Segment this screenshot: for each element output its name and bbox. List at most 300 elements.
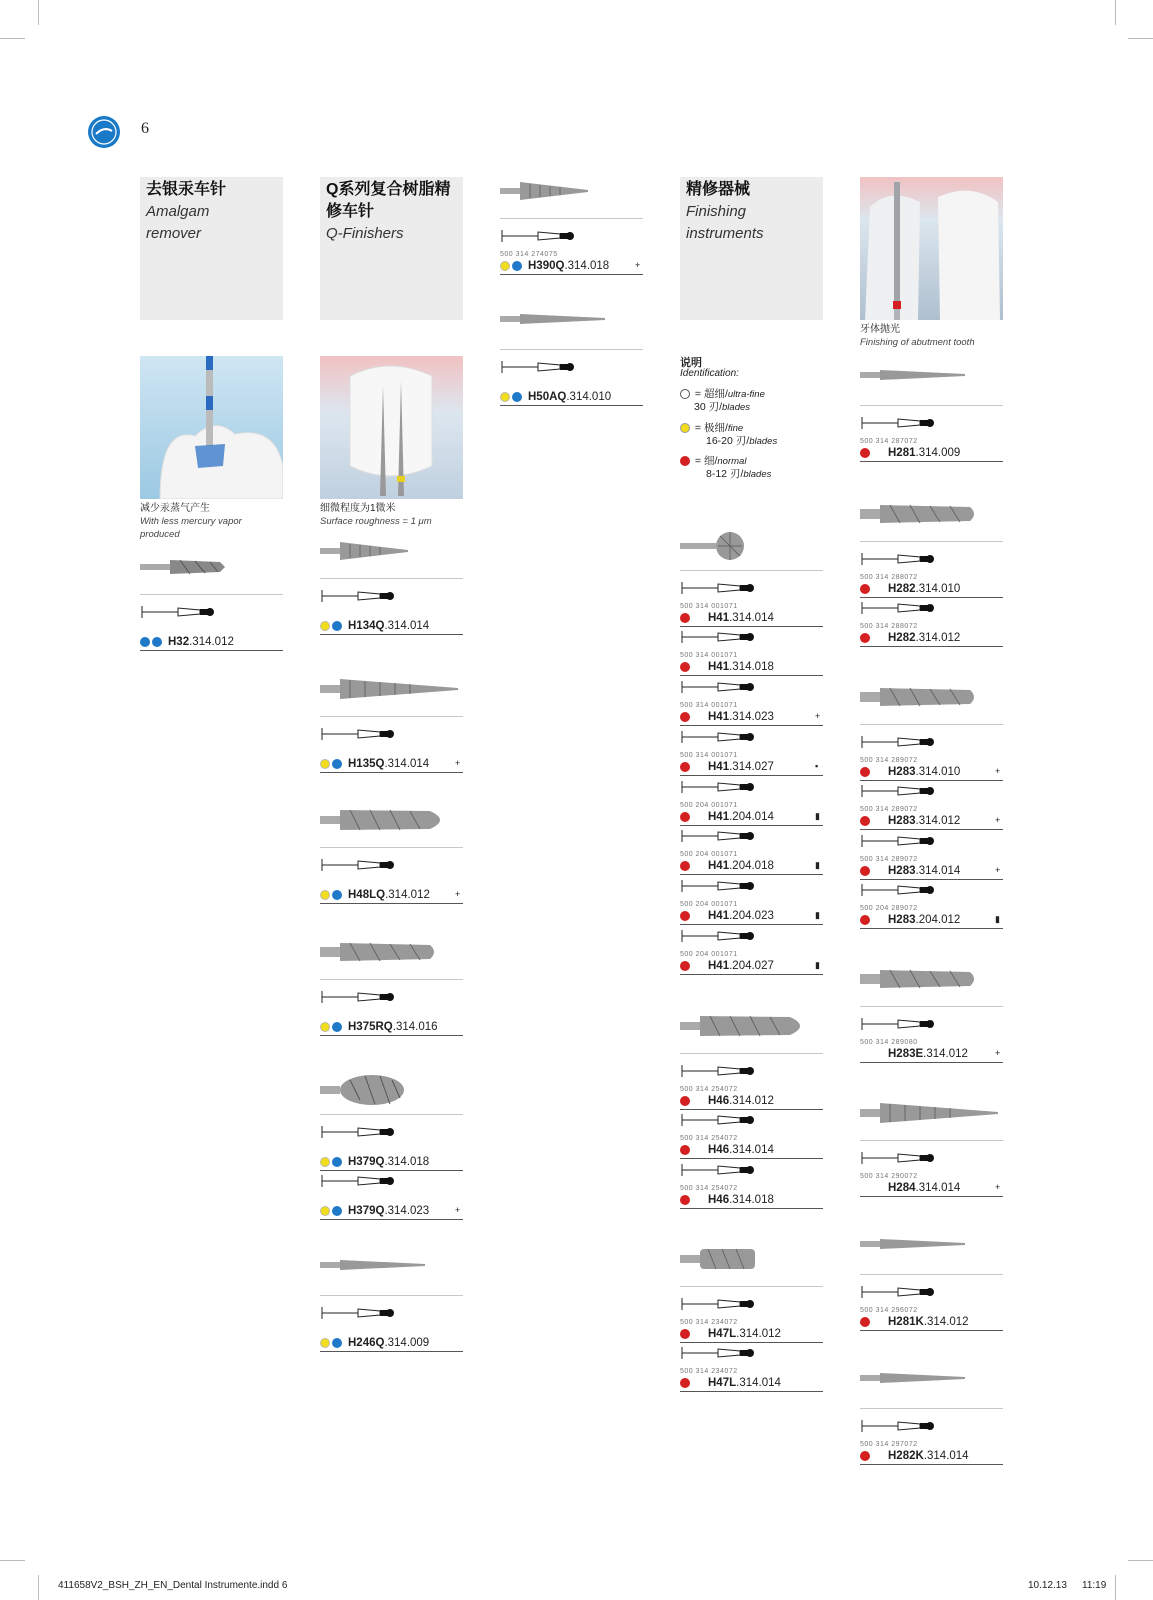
article-number: 500 314 289080	[860, 1039, 918, 1046]
abutment-photo	[860, 177, 1003, 320]
blue-dot-icon	[512, 261, 522, 271]
red-dot-icon	[860, 1451, 870, 1461]
row-divider	[500, 274, 643, 275]
product-size: .314.009	[915, 447, 961, 459]
yellow-dot-icon	[320, 1338, 330, 1348]
white-dot-icon	[680, 389, 690, 399]
row-divider	[680, 675, 823, 676]
product-code: H32	[168, 636, 190, 648]
shank-diagram	[680, 1294, 780, 1314]
yellow-dot-icon	[320, 1206, 330, 1216]
product-code: H390Q	[528, 260, 565, 272]
article-number: 500 314 289072	[860, 856, 918, 863]
shank-diagram	[320, 987, 420, 1007]
red-dot-icon	[680, 961, 690, 971]
caption-zh: 细微程度为1微米	[320, 503, 396, 514]
shank-diagram	[860, 549, 960, 569]
red-dot-icon	[680, 1145, 690, 1155]
product-row	[680, 810, 774, 824]
product-code: H281	[888, 447, 916, 459]
packaging-mark: ▮	[815, 960, 820, 970]
row-divider	[860, 829, 1003, 830]
product-code: H283	[888, 766, 916, 778]
bur-image	[500, 307, 610, 347]
article-number: 500 314 289072	[860, 757, 918, 764]
packaging-mark: +	[995, 766, 1001, 776]
shank-diagram	[680, 1343, 780, 1363]
row-divider	[860, 461, 1003, 462]
divider	[320, 716, 463, 717]
product-size: .314.018	[729, 661, 774, 673]
shank-diagram	[860, 732, 960, 752]
legend-en: fine	[727, 423, 744, 434]
product-row	[320, 1155, 429, 1169]
product-row	[680, 1327, 781, 1341]
product-row	[500, 390, 611, 404]
packaging-mark: +	[455, 1205, 461, 1215]
crop-mark	[38, 0, 39, 25]
product-code: H379Q	[348, 1156, 385, 1168]
amalgam-tooth-photo	[140, 356, 283, 499]
shank-diagram	[860, 1416, 960, 1436]
row-divider	[320, 1351, 463, 1352]
product-code: H282	[888, 583, 916, 595]
legend-zh: 30 刃/	[694, 401, 723, 413]
crop-mark	[1128, 38, 1153, 39]
blue-dot-icon	[332, 1338, 342, 1348]
article-number: 500 314 296072	[860, 1307, 918, 1314]
shank-diagram	[680, 677, 780, 697]
header-q-finishers	[320, 177, 463, 320]
product-size: .204.014	[729, 811, 774, 823]
shank-diagram	[320, 1171, 420, 1191]
blue-dot-icon	[140, 637, 150, 647]
product-size: .314.014	[736, 1377, 781, 1389]
divider	[860, 405, 1003, 406]
packaging-mark: +	[455, 889, 461, 899]
product-size: .314.012	[923, 1316, 969, 1328]
red-dot-icon	[860, 866, 870, 876]
legend-en: blades	[722, 402, 751, 413]
yellow-dot-icon	[320, 759, 330, 769]
page-number: 6	[141, 120, 149, 137]
bur-image	[860, 363, 970, 403]
product-size: .314.012	[923, 1048, 968, 1060]
bur-image	[860, 1232, 970, 1272]
yellow-dot-icon	[320, 1157, 330, 1167]
product-code: H284	[888, 1182, 916, 1194]
header-zh: 去银汞车针	[146, 181, 227, 198]
article-number: 500 204 001071	[680, 951, 738, 958]
divider	[860, 541, 1003, 542]
product-row	[320, 1336, 429, 1350]
header-en: Amalgam	[146, 203, 210, 220]
shank-diagram	[680, 727, 780, 747]
packaging-mark: +	[995, 815, 1001, 825]
packaging-mark: +	[635, 260, 641, 270]
product-row	[320, 757, 429, 771]
caption-qfinish	[320, 502, 470, 528]
product-size: .314.012	[189, 636, 234, 648]
crop-mark	[0, 38, 25, 39]
divider	[860, 1408, 1003, 1409]
article-number: 500 204 289072	[860, 905, 918, 912]
product-size: .314.014	[915, 865, 961, 877]
bur-image	[860, 964, 980, 1004]
product-code: H41	[708, 910, 730, 922]
row-divider	[680, 974, 823, 975]
article-number: 500 204 001071	[680, 802, 738, 809]
blue-dot-icon	[332, 621, 342, 631]
product-size: .314.018	[729, 1194, 774, 1206]
red-dot-icon	[680, 1378, 690, 1388]
product-row	[680, 1094, 774, 1108]
caption-en: produced	[140, 529, 180, 540]
footer-time: 11:19	[1082, 1580, 1107, 1591]
header-zh: Q系列复合树脂精	[326, 181, 451, 198]
crop-mark	[1115, 1575, 1116, 1600]
row-divider	[860, 646, 1003, 647]
product-size: .314.010	[566, 391, 612, 403]
product-row	[860, 446, 960, 460]
legend-en: normal	[717, 456, 747, 467]
product-row	[680, 909, 774, 923]
product-size: .314.012	[729, 1095, 774, 1107]
divider	[860, 1274, 1003, 1275]
legend-zh: = 超细/	[694, 388, 728, 400]
product-row	[860, 913, 960, 927]
product-code: H283	[888, 865, 916, 877]
article-number: 500 314 001071	[680, 702, 738, 709]
product-size: .314.012	[385, 889, 430, 901]
legend-en: blades	[743, 469, 772, 480]
caption-zh: 减少汞蒸气产生	[140, 503, 210, 514]
product-size: .204.027	[729, 960, 774, 972]
article-number: 500 314 254072	[680, 1086, 738, 1093]
header-en: Q-Finishers	[326, 225, 404, 242]
packaging-mark: ▮	[815, 811, 820, 821]
product-code: H379Q	[348, 1205, 385, 1217]
shank-diagram	[140, 602, 240, 622]
product-row	[320, 888, 430, 902]
divider	[320, 1114, 463, 1115]
product-size: .314.014	[729, 612, 774, 624]
caption-en: Finishing of abutment tooth	[860, 337, 975, 348]
bur-image	[680, 528, 750, 568]
row-divider	[320, 903, 463, 904]
legend-zh: = 细/	[694, 455, 718, 467]
caption-zh: 牙体抛光	[860, 324, 900, 335]
article-number: 500 314 297072	[860, 1441, 918, 1448]
header-en: remover	[146, 225, 202, 242]
product-row	[680, 959, 774, 973]
yellow-dot-icon	[320, 621, 330, 631]
divider	[320, 1295, 463, 1296]
legend-normal	[680, 455, 771, 481]
row-divider	[680, 725, 823, 726]
legend-fine	[680, 422, 777, 448]
row-divider	[860, 1464, 1003, 1465]
row-divider	[680, 1208, 823, 1209]
row-divider	[680, 924, 823, 925]
article-number: 500 204 001071	[680, 901, 738, 908]
article-number: 500 314 289072	[860, 806, 918, 813]
bur-image	[320, 1072, 410, 1112]
product-code: H283	[888, 815, 916, 827]
product-code: H282K	[888, 1450, 924, 1462]
footer-file: 411658V2_BSH_ZH_EN_Dental Instrumente.indd 6	[58, 1580, 288, 1591]
product-code: H283E	[888, 1048, 924, 1060]
product-size: .314.027	[729, 761, 774, 773]
shank-diagram	[680, 1160, 780, 1180]
blue-dot-icon	[512, 392, 522, 402]
row-divider	[140, 650, 283, 651]
shank-diagram	[680, 926, 780, 946]
product-size: .314.023	[729, 711, 774, 723]
red-dot-icon	[860, 1317, 870, 1327]
product-size: .314.016	[392, 1021, 438, 1033]
row-divider	[680, 775, 823, 776]
yellow-dot-icon	[320, 1022, 330, 1032]
red-dot-icon	[680, 662, 690, 672]
shank-diagram	[680, 777, 780, 797]
product-row	[860, 1181, 960, 1195]
shank-diagram	[500, 357, 600, 377]
product-row	[140, 635, 234, 649]
product-row	[320, 619, 429, 633]
article-number: 500 314 288072	[860, 574, 918, 581]
legend-en: blades	[749, 436, 778, 447]
divider	[140, 594, 283, 595]
product-size: .204.018	[729, 860, 774, 872]
brand-logo	[88, 116, 120, 148]
header-en: instruments	[686, 225, 764, 242]
product-code: H134Q	[348, 620, 385, 632]
packaging-mark: ▮	[995, 914, 1000, 924]
product-code: H135Q	[348, 758, 385, 770]
footer-date: 10.12.13	[1028, 1580, 1067, 1591]
product-row	[680, 1143, 774, 1157]
yellow-dot-icon	[500, 392, 510, 402]
product-size: .314.012	[736, 1328, 781, 1340]
divider	[860, 1006, 1003, 1007]
bur-image	[320, 536, 410, 576]
blue-dot-icon	[332, 1022, 342, 1032]
shank-diagram	[860, 1014, 960, 1034]
red-dot-icon	[680, 812, 690, 822]
row-divider	[860, 1330, 1003, 1331]
row-divider	[320, 634, 463, 635]
product-row	[680, 1376, 781, 1390]
yellow-dot-icon	[680, 423, 690, 433]
product-code: H41	[708, 612, 730, 624]
packaging-mark: ▪	[815, 761, 819, 771]
identification-subtitle: Identification:	[680, 368, 739, 379]
divider	[680, 570, 823, 571]
divider	[680, 1053, 823, 1054]
divider	[500, 218, 643, 219]
product-row	[860, 814, 960, 828]
product-size: .314.010	[915, 766, 961, 778]
article-number: 500 204 001071	[680, 851, 738, 858]
red-dot-icon	[680, 762, 690, 772]
shank-diagram	[680, 1061, 780, 1081]
product-size: .314.014	[729, 1144, 774, 1156]
red-dot-icon	[680, 613, 690, 623]
shank-diagram	[320, 1303, 420, 1323]
shank-diagram	[680, 876, 780, 896]
legend-zh: 16-20 刃/	[706, 435, 750, 447]
shank-diagram	[680, 826, 780, 846]
caption-en: With less mercury vapor	[140, 516, 242, 527]
article-number: 500 314 274075	[500, 251, 558, 258]
divider	[320, 979, 463, 980]
divider	[860, 1140, 1003, 1141]
red-dot-icon	[860, 633, 870, 643]
row-divider	[500, 405, 643, 406]
packaging-mark: +	[995, 1048, 1001, 1058]
red-dot-icon	[680, 1096, 690, 1106]
shank-diagram	[860, 413, 960, 433]
yellow-dot-icon	[320, 890, 330, 900]
bur-image	[140, 552, 230, 592]
product-row	[680, 1193, 774, 1207]
red-dot-icon	[680, 1195, 690, 1205]
bur-image	[860, 499, 980, 539]
product-code: H47L	[708, 1377, 737, 1389]
product-code: H48LQ	[348, 889, 386, 901]
header-finishing-instruments	[680, 177, 823, 320]
shank-diagram	[860, 1148, 960, 1168]
identification-title: 说明	[680, 357, 702, 369]
shank-diagram	[320, 724, 420, 744]
row-divider	[860, 1062, 1003, 1063]
product-code: H282	[888, 632, 916, 644]
caption-en: Surface roughness = 1 μm	[320, 516, 432, 527]
article-number: 500 314 290072	[860, 1173, 918, 1180]
shank-diagram	[500, 226, 600, 246]
blue-dot-icon	[332, 890, 342, 900]
packaging-mark: +	[455, 758, 461, 768]
product-row	[680, 859, 774, 873]
packaging-mark: ▮	[815, 860, 820, 870]
shank-diagram	[860, 831, 960, 851]
row-divider	[680, 1158, 823, 1159]
crop-mark	[1115, 0, 1116, 25]
article-number: 500 314 288072	[860, 623, 918, 630]
product-size: .314.018	[384, 1156, 430, 1168]
product-code: H41	[708, 711, 730, 723]
crop-mark	[38, 1575, 39, 1600]
divider	[680, 1286, 823, 1287]
red-dot-icon	[860, 584, 870, 594]
shank-diagram	[680, 1110, 780, 1130]
shank-diagram	[680, 578, 780, 598]
red-dot-icon	[680, 712, 690, 722]
red-dot-icon	[680, 456, 690, 466]
product-code: H47L	[708, 1328, 737, 1340]
product-row	[860, 1315, 969, 1329]
product-size: .314.023	[384, 1205, 430, 1217]
header-en: Finishing	[686, 203, 747, 220]
bur-image	[680, 1011, 810, 1051]
bur-image	[860, 682, 980, 722]
product-code: H46	[708, 1095, 730, 1107]
legend-zh: 8-12 刃/	[706, 468, 744, 480]
shank-diagram	[860, 781, 960, 801]
bur-image	[680, 1244, 770, 1284]
blue-dot-icon	[332, 1206, 342, 1216]
bur-image	[860, 1366, 970, 1406]
q-finisher-photo	[320, 356, 463, 499]
article-number: 500 314 001071	[680, 752, 738, 759]
product-code: H283	[888, 914, 916, 926]
legend-en: ultra-fine	[727, 389, 765, 400]
caption-amalgam	[140, 502, 290, 541]
product-size: .314.009	[384, 1337, 430, 1349]
product-row	[860, 765, 960, 779]
product-code: H46	[708, 1144, 730, 1156]
bur-image	[320, 937, 440, 977]
bur-image	[320, 674, 460, 714]
packaging-mark: ▮	[815, 910, 820, 920]
product-row	[860, 1047, 968, 1061]
red-dot-icon	[680, 1329, 690, 1339]
shank-diagram	[860, 598, 960, 618]
shank-diagram	[320, 1122, 420, 1142]
product-code: H50AQ	[528, 391, 567, 403]
crop-mark	[1128, 1560, 1153, 1561]
blue-dot-icon	[332, 1157, 342, 1167]
product-row	[320, 1204, 429, 1218]
product-size: .314.014	[915, 1182, 961, 1194]
header-amalgam-remover	[140, 177, 283, 320]
packaging-mark: +	[815, 711, 821, 721]
product-row	[680, 660, 774, 674]
caption-abutment	[860, 323, 1030, 349]
legend-ultra-fine	[680, 388, 765, 414]
blue-dot-icon	[152, 637, 162, 647]
product-code: H41	[708, 960, 730, 972]
red-dot-icon	[860, 816, 870, 826]
shank-diagram	[320, 586, 420, 606]
product-row	[860, 1449, 969, 1463]
product-row	[680, 611, 774, 625]
product-code: H41	[708, 860, 730, 872]
red-dot-icon	[680, 911, 690, 921]
divider	[320, 847, 463, 848]
row-divider	[320, 772, 463, 773]
product-size: .314.014	[384, 758, 430, 770]
row-divider	[680, 1391, 823, 1392]
row-divider	[860, 1196, 1003, 1197]
shank-diagram	[320, 855, 420, 875]
product-code: H41	[708, 661, 730, 673]
product-row	[860, 582, 960, 596]
bur-image	[320, 805, 450, 845]
product-size: .204.023	[729, 910, 774, 922]
divider	[500, 349, 643, 350]
product-size: .204.012	[915, 914, 961, 926]
shank-diagram	[860, 1282, 960, 1302]
header-zh: 精修器械	[686, 181, 751, 198]
product-code: H375RQ	[348, 1021, 393, 1033]
product-row	[680, 760, 774, 774]
product-size: .314.010	[915, 583, 961, 595]
divider	[320, 578, 463, 579]
product-size: .314.012	[915, 632, 961, 644]
red-dot-icon	[860, 915, 870, 925]
